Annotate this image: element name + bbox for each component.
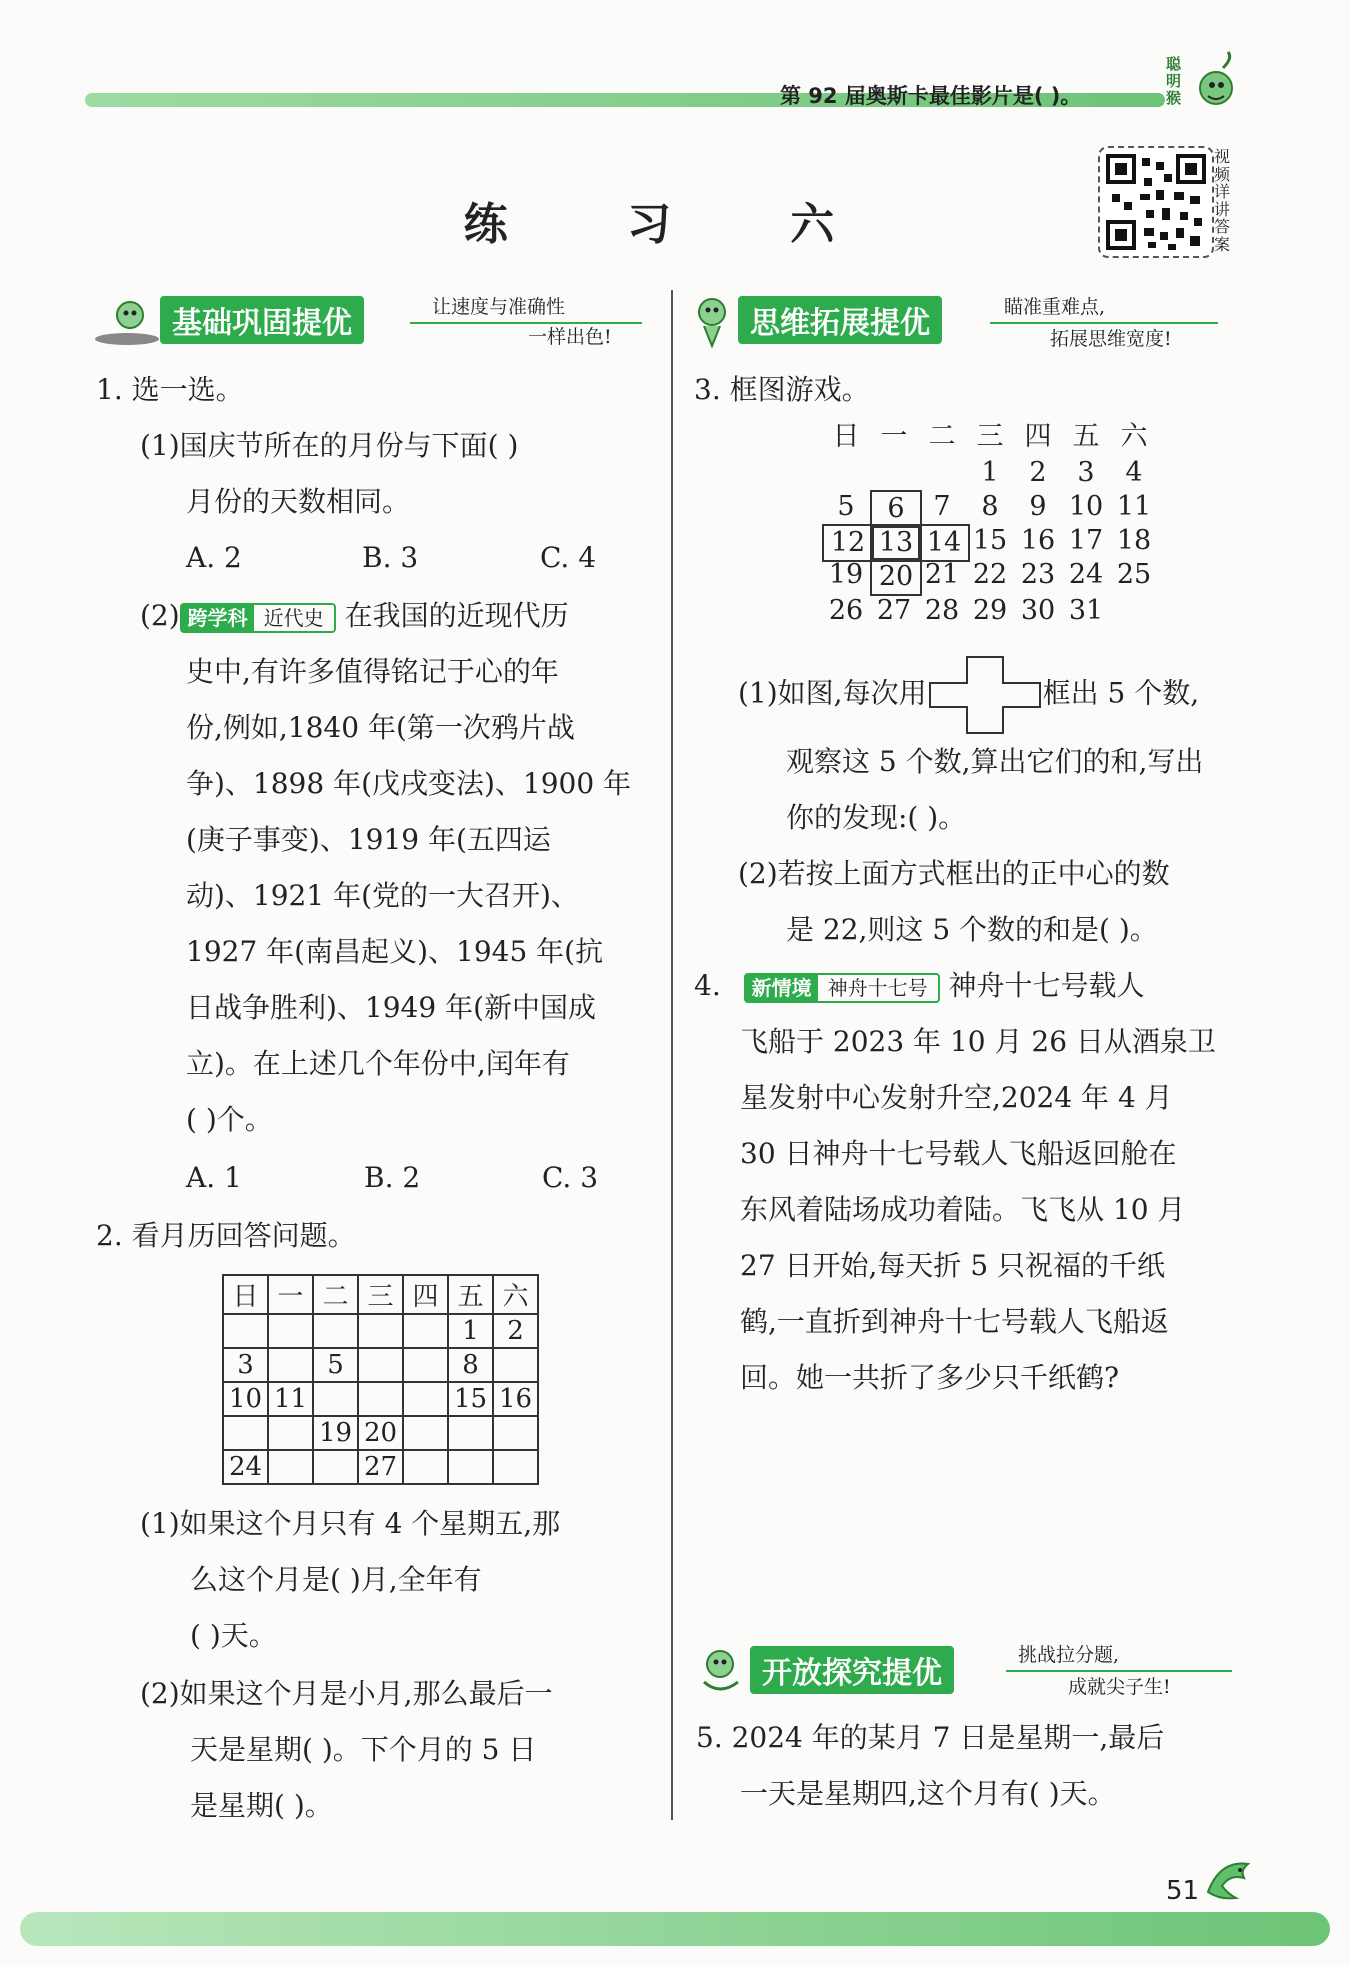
page-number: 51 [1166,1876,1200,1906]
q4-line1-rest: 神舟十七号载人 [948,969,1145,1002]
calendar-cell: 27 [876,595,912,626]
calendar-cell [493,1450,538,1484]
cross-subject-tag [180,603,336,633]
calendar-cell: 2 [493,1314,538,1348]
calendar-cell: 3 [223,1348,268,1382]
q2-p2-line2: 天是星期( )。下个月的 5 日 [190,1733,537,1766]
calendar-grid [822,420,1166,630]
qr-label: 视频详讲答案 [1214,147,1231,254]
q1-p2-line2: 史中,有许多值得铭记于心的年 [186,655,559,688]
calendar-cell: 27 [358,1450,403,1484]
calendar-cell [493,1416,538,1450]
calendar-cell: 5 [313,1348,358,1382]
calendar-cell: 24 [1068,559,1104,590]
calendar-header-cell: 五 [1072,421,1100,452]
calendar-cell: 11 [268,1382,313,1416]
table-row [223,1382,538,1416]
column-divider [671,290,673,1820]
calendar-cell: 30 [1020,595,1056,626]
calendar-cell [403,1314,448,1348]
monkey-mascot-icon [1178,48,1238,118]
qr-code[interactable] [1098,146,1214,258]
calendar-cell [493,1348,538,1382]
shenzhou-tag-label: 神舟十七号 [827,975,928,1000]
new-scenario-tag-label: 新情境 [746,975,818,1001]
calendar-cell: 26 [828,595,864,626]
section-open-note1: 挑战拉分题, [1018,1644,1120,1666]
calendar-cell [313,1382,358,1416]
q1-p2-prefix: (2) [140,599,180,632]
page-title: 练 习 六 [463,199,887,250]
calendar-cell: 7 [933,491,951,522]
calendar-cell: 21 [924,559,960,590]
q1-p1-option-c[interactable]: C. 4 [540,541,597,574]
q1-p2-line4: 争)、1898 年(戊戌变法)、1900 年 [186,767,632,800]
calendar-cell [403,1450,448,1484]
calendar-cell: 1 [448,1314,493,1348]
q3-p2-line1: (2)若按上面方式框出的正中心的数 [738,857,1170,890]
q1-p2-line8: 日战争胜利)、1949 年(新中国成 [186,991,597,1024]
calendar-cell [358,1314,403,1348]
q1-p2-line7: 1927 年(南昌起义)、1945 年(抗 [186,935,604,968]
cross-subject-tag-label: 跨学科 [182,605,254,631]
calendar-cell [268,1314,313,1348]
bottom-decor-bar [20,1912,1330,1946]
calendar-cell: 24 [223,1450,268,1484]
q5-line2: 一天是星期四,这个月有( )天。 [740,1777,1116,1810]
calendar-cell: 19 [313,1416,358,1450]
calendar-header-cell: 日 [223,1275,268,1314]
calendar-cell-framed: 13 [870,524,922,562]
q3-p2-line2: 是 22,则这 5 个数的和是( )。 [786,913,1158,946]
calendar-cell: 5 [837,491,855,522]
calendar-cell: 17 [1068,525,1104,556]
section-basic-note1: 让速度与准确性 [432,296,566,318]
calendar-header-cell: 三 [358,1275,403,1314]
calendar-cell: 23 [1020,559,1056,590]
calendar-cell [268,1450,313,1484]
calendar-cell: 25 [1116,559,1152,590]
calendar-cell: 18 [1116,525,1152,556]
cross-frame-icon [929,656,1041,734]
q1-p1-line1: (1)国庆节所在的月份与下面( ) [140,429,519,462]
calendar-cell: 9 [1029,491,1047,522]
calendar-header-cell: 六 [1120,421,1148,452]
calendar-header-cell: 一 [880,421,908,452]
q3-title: 3. 框图游戏。 [694,373,870,406]
section-open-label: 开放探究提优 [750,1646,954,1694]
calendar-cell: 19 [828,559,864,590]
q1-title: 1. 选一选。 [96,373,244,406]
calendar-cell [403,1416,448,1450]
q4-line8: 回。她一共折了多少只千纸鹤? [740,1361,1120,1394]
q2-p1-line2: 么这个月是( )月,全年有 [190,1563,482,1596]
calendar-header-cell: 四 [403,1275,448,1314]
q1-p2-option-a[interactable]: A. 1 [186,1161,242,1194]
q4-line4: 30 日神舟十七号载人飞船返回舱在 [740,1137,1177,1170]
calendar-header-cell: 日 [832,421,860,452]
calendar-cell: 1 [981,457,999,488]
calendar-cell [403,1382,448,1416]
q4-line6: 27 日开始,每天折 5 只祝福的千纸 [740,1249,1166,1282]
calendar-header-row [223,1275,538,1314]
section-thinking-note2: 拓展思维宽度! [1050,328,1172,350]
calendar-table [222,1274,539,1485]
q2-p1-line3: ( )天。 [190,1619,277,1652]
calendar-cell: 15 [972,525,1008,556]
section-open-underline [1006,1670,1232,1672]
q3-p1-b: 框出 5 个数, [1042,676,1200,710]
calendar-cell: 2 [1029,457,1047,488]
mascot-thinking-icon [690,292,736,350]
mascot-explore-icon [694,1642,750,1698]
q2-p1-line1: (1)如果这个月只有 4 个星期五,那 [140,1507,561,1540]
calendar-cell [448,1450,493,1484]
new-scenario-tag [744,973,940,1003]
q3-p1-line2: 观察这 5 个数,算出它们的和,写出 [786,745,1204,778]
q2-p2-line1: (2)如果这个月是小月,那么最后一 [140,1677,553,1710]
calendar-cell: 10 [223,1382,268,1416]
q1-p2-line9: 立)。在上述几个年份中,闰年有 [186,1047,570,1080]
q1-p1-option-a[interactable]: A. 2 [186,541,242,574]
calendar-header-cell: 二 [313,1275,358,1314]
calendar-cell: 31 [1068,595,1104,626]
calendar-header-cell: 二 [928,421,956,452]
q3-p1-line1 [738,656,1199,734]
q1-p2-line3: 份,例如,1840 年(第一次鸦片战 [186,711,575,744]
calendar-cell-framed: 12 [822,524,874,562]
calendar-cell: 22 [972,559,1008,590]
calendar-cell [268,1416,313,1450]
calendar-cell: 20 [358,1416,403,1450]
calendar-header-cell: 一 [268,1275,313,1314]
table-row [223,1348,538,1382]
q1-p1-line2: 月份的天数相同。 [186,485,411,518]
calendar-cell: 16 [1020,525,1056,556]
calendar-cell-framed: 6 [870,490,922,528]
q1-p2-line6: 动)、1921 年(党的一大召开)、 [186,879,579,912]
section-basic-underline [410,322,642,324]
section-thinking-note1: 瞄准重难点, [1004,296,1106,318]
section-open-note2: 成就尖子生! [1068,1676,1171,1698]
calendar-cell: 4 [1125,457,1143,488]
mascot-label: 聪明猴 [1166,55,1182,107]
calendar-cell [358,1382,403,1416]
calendar-cell [448,1416,493,1450]
calendar-cell: 8 [448,1348,493,1382]
oscar-question: 第 92 届奥斯卡最佳影片是( )。 [780,84,1082,108]
section-thinking-label: 思维拓展提优 [738,296,942,344]
calendar-cell: 8 [981,491,999,522]
q4-line2: 飞船于 2023 年 10 月 26 日从酒泉卫 [740,1025,1216,1058]
q1-p2-line1-rest: 在我国的近现代历 [344,599,569,632]
table-row [223,1314,538,1348]
section-basic-note2: 一样出色! [528,326,612,348]
q3-p1-line3: 你的发现:( )。 [786,801,967,834]
section-thinking-underline [990,322,1218,324]
calendar-cell: 28 [924,595,960,626]
calendar-cell: 11 [1116,491,1152,522]
q4-line5: 东风着陆场成功着陆。飞飞从 10 月 [740,1193,1186,1226]
calendar-cell [223,1416,268,1450]
q5-line1: 5. 2024 年的某月 7 日是星期一,最后 [696,1721,1165,1754]
calendar-header-cell: 五 [448,1275,493,1314]
section-basic-label: 基础巩固提优 [160,296,364,344]
q1-p2-option-b[interactable]: B. 2 [364,1161,421,1194]
q1-p2-line10: ( )个。 [186,1103,273,1136]
calendar-header-cell: 四 [1024,421,1052,452]
calendar-cell [358,1348,403,1382]
calendar-cell [223,1314,268,1348]
q4-line7: 鹤,一直折到神舟十七号载人飞船返 [740,1305,1169,1338]
calendar-cell-framed: 14 [918,524,970,562]
dolphin-icon [1200,1852,1260,1912]
calendar-cell: 10 [1068,491,1104,522]
q3-p1-a: (1)如图,每次用 [738,676,927,710]
calendar-cell [268,1348,313,1382]
table-row [223,1450,538,1484]
q4-line1 [694,958,1145,1014]
mascot-skateboard-icon [92,295,162,347]
calendar-cell [403,1348,448,1382]
calendar-cell: 15 [448,1382,493,1416]
calendar-header-cell: 三 [976,421,1004,452]
table-row [223,1416,538,1450]
q4-prefix: 4. [694,969,721,1002]
q2-title: 2. 看月历回答问题。 [96,1219,356,1252]
calendar-cell: 16 [493,1382,538,1416]
calendar-cell [313,1314,358,1348]
q2-p2-line3: 是星期( )。 [190,1789,333,1822]
q1-p2-option-c[interactable]: C. 3 [542,1161,599,1194]
q1-p2-line5: (庚子事变)、1919 年(五四运 [186,823,551,856]
calendar-cell: 3 [1077,457,1095,488]
history-tag-label: 近代史 [263,605,324,630]
q1-p2-line1 [140,588,569,644]
calendar-cell [313,1450,358,1484]
calendar-header-cell: 六 [493,1275,538,1314]
q4-line3: 星发射中心发射升空,2024 年 4 月 [740,1081,1173,1114]
calendar-cell: 29 [972,595,1008,626]
calendar-cell-framed: 20 [870,558,922,596]
qr-code-icon [1100,148,1212,256]
q1-p1-option-b[interactable]: B. 3 [362,541,419,574]
